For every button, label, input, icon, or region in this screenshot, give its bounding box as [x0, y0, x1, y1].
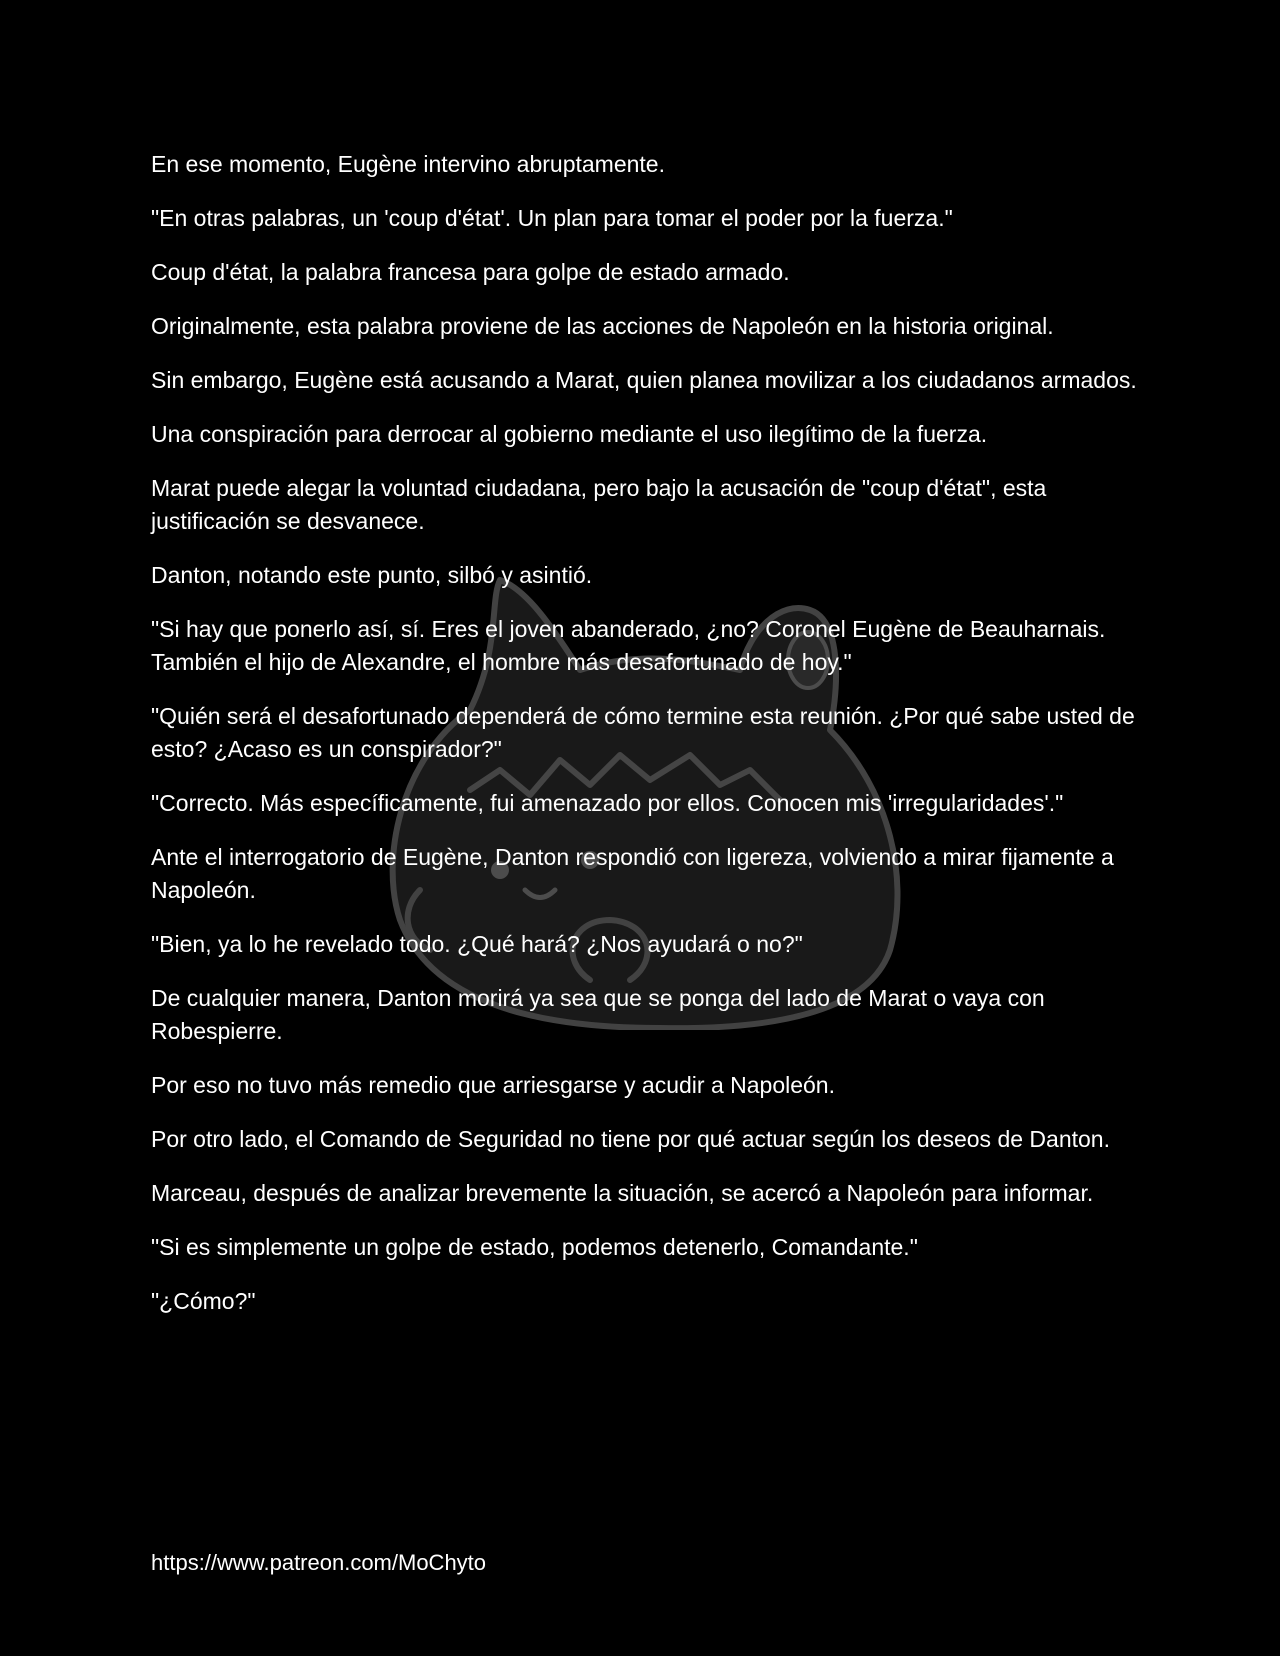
paragraph: Originalmente, esta palabra proviene de las acciones de Napoleón en la historia original.: [151, 313, 1054, 339]
paragraph: De cualquier manera, Danton morirá ya sea que se ponga del lado de Marat o vaya con Robespierre.: [151, 985, 1045, 1044]
paragraph: Por eso no tuvo más remedio que arriesgarse y acudir a Napoleón.: [151, 1072, 835, 1098]
paragraph: Una conspiración para derrocar al gobierno mediante el uso ilegítimo de la fuerza.: [151, 421, 988, 447]
paragraph: "En otras palabras, un 'coup d'état'. Un plan para tomar el poder por la fuerza.": [151, 205, 953, 231]
paragraph: Danton, notando este punto, silbó y asintió.: [151, 562, 593, 588]
paragraph: "Correcto. Más específicamente, fui amenazado por ellos. Conocen mis 'irregularidades'.": [151, 790, 1064, 816]
paragraph: Ante el interrogatorio de Eugène, Danton respondió con ligereza, volviendo a mirar fijamente a Napoleón.: [151, 844, 1114, 903]
paragraph: "Si hay que ponerlo así, sí. Eres el joven abanderado, ¿no? Coronel Eugène de Beauharnais. También el hijo de Alexandre, el hombre más desafortunado de hoy.": [151, 616, 1106, 675]
paragraph: Coup d'état, la palabra francesa para golpe de estado armado.: [151, 259, 790, 285]
paragraph: Por otro lado, el Comando de Seguridad no tiene por qué actuar según los deseos de Danton.: [151, 1126, 1110, 1152]
paragraph: En ese momento, Eugène intervino abruptamente.: [151, 151, 665, 177]
paragraph: "Bien, ya lo he revelado todo. ¿Qué hará? ¿Nos ayudará o no?": [151, 931, 803, 957]
paragraph: Marceau, después de analizar brevemente la situación, se acercó a Napoleón para informar.: [151, 1180, 1094, 1206]
paragraph: "¿Cómo?": [151, 1288, 256, 1314]
document-body: [151, 148, 1141, 1339]
paragraph: Marat puede alegar la voluntad ciudadana, pero bajo la acusación de "coup d'état", esta justificación se desvanece.: [151, 475, 1047, 534]
paragraph: Sin embargo, Eugène está acusando a Marat, quien planea movilizar a los ciudadanos armados.: [151, 367, 1137, 393]
paragraph: "Quién será el desafortunado dependerá de cómo termine esta reunión. ¿Por qué sabe usted de esto? ¿Acaso es un conspirador?": [151, 703, 1135, 762]
patreon-link[interactable]: https://www.patreon.com/MoChyto: [151, 1550, 487, 1575]
paragraph: "Si es simplemente un golpe de estado, podemos detenerlo, Comandante.": [151, 1234, 918, 1260]
